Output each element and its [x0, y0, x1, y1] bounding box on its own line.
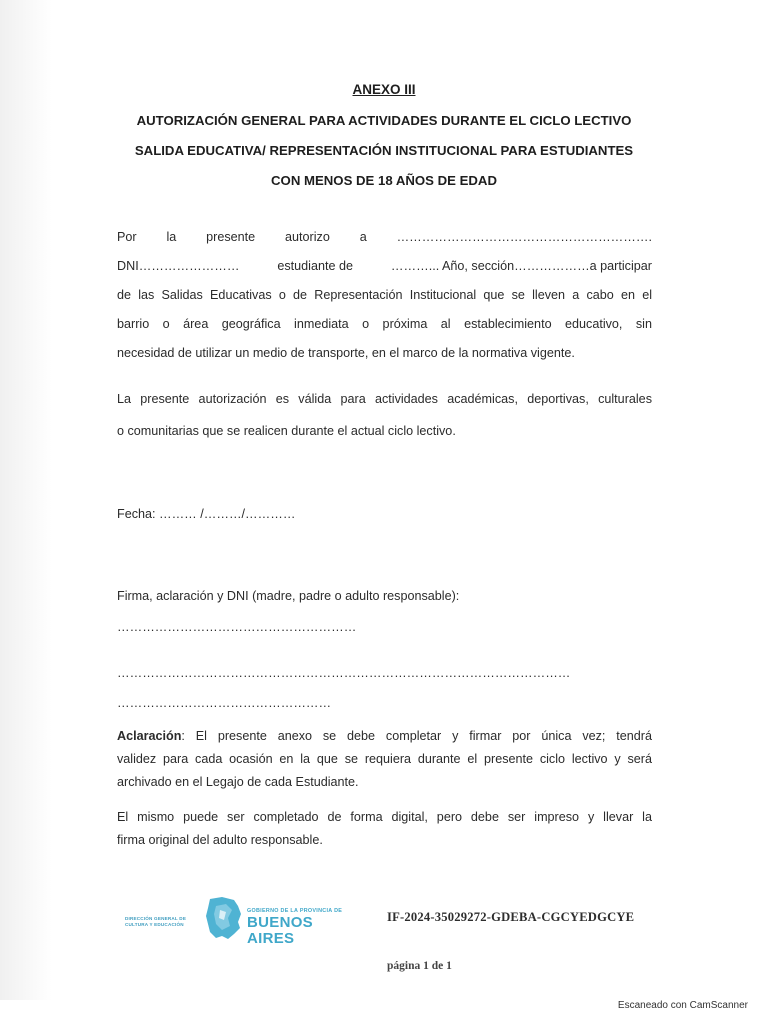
validity-line-2: o comunitarias que se realicen durante el actual ciclo lectivo. — [117, 424, 456, 438]
word: a — [359, 230, 367, 244]
word: la — [166, 230, 177, 244]
camscanner-watermark: Escaneado con CamScanner — [617, 1000, 748, 1011]
date-field: Fecha: ……… /………/………… — [117, 507, 296, 521]
province-map-icon — [204, 896, 244, 940]
clarification-text: : El presente anexo se debe completar y firmar por única vez; tendrá — [181, 729, 652, 743]
logo-text-line: DIRECCIÓN GENERAL DE — [125, 916, 187, 921]
clarification-line-3: archivado en el Legajo de cada Estudiante. — [117, 775, 359, 789]
date-block — [117, 500, 652, 529]
digital-line-2: firma original del adulto responsable. — [117, 833, 323, 847]
authorization-line-1 — [117, 223, 652, 252]
gobierno-logo — [247, 908, 357, 947]
digital-paragraph — [117, 806, 652, 852]
student-label: estudiante de — [277, 259, 353, 273]
signature-block — [117, 582, 652, 718]
authorization-paragraph — [117, 223, 652, 368]
page-number: página 1 de 1 — [387, 960, 452, 972]
gobierno-line: GOBIERNO DE LA PROVINCIA DE — [247, 908, 343, 914]
authorization-line-2 — [117, 252, 652, 281]
year-section-field: ………... Año, sección………………a participar — [390, 259, 652, 273]
dni-field: DNI…………………… — [117, 259, 240, 273]
validity-paragraph — [117, 385, 652, 446]
signature-line-3: …………………………………………… — [117, 696, 332, 710]
clarification-paragraph — [117, 725, 652, 794]
digital-line-1: El mismo puede ser completado de forma digital, pero debe ser impreso y llevar la — [117, 810, 652, 824]
word: presente — [206, 230, 256, 244]
direccion-general-logo — [125, 916, 205, 928]
annex-title: ANEXO III — [352, 82, 416, 97]
signature-line-2: ……………………………………………………………………………………………… — [117, 666, 571, 680]
student-name-field: ……………………………………………………. — [396, 230, 652, 244]
clarification-label: Aclaración — [117, 729, 182, 743]
title-line-3: CON MENOS DE 18 AÑOS DE EDAD — [271, 173, 497, 188]
logo-text-line: CULTURA Y EDUCACIÓN — [125, 922, 184, 927]
document-reference-code: IF-2024-35029272-GDEBA-CGCYEDGCYE — [387, 910, 635, 924]
buenos-aires-wordmark: BUENOS AIRES — [247, 914, 313, 947]
clarification-line-1 — [117, 725, 652, 748]
word: Por — [117, 230, 137, 244]
authorization-line-4: barrio o área geográfica inmediata o próxima al establecimiento educativo, sin — [117, 317, 652, 331]
signature-line-1: ………………………………………………… — [117, 620, 357, 634]
signature-label: Firma, aclaración y DNI (madre, padre o adulto responsable): — [117, 589, 460, 603]
clarification-line-2: validez para cada ocasión en la que se requiera durante el presente ciclo lectivo y será — [117, 752, 652, 766]
authorization-line-5: necesidad de utilizar un medio de transporte, en el marco de la normativa vigente. — [117, 346, 575, 360]
title-line-1: AUTORIZACIÓN GENERAL PARA ACTIVIDADES DURANTE EL CICLO LECTIVO — [136, 113, 632, 128]
authorization-line-3: de las Salidas Educativas o de Representación Institucional que se lleven a cabo en el — [117, 288, 652, 302]
word: autorizo — [285, 230, 330, 244]
title-line-2: SALIDA EDUCATIVA/ REPRESENTACIÓN INSTITUCIONAL PARA ESTUDIANTES — [134, 143, 634, 158]
validity-line-1: La presente autorización es válida para actividades académicas, deportivas, culturales — [117, 392, 652, 406]
